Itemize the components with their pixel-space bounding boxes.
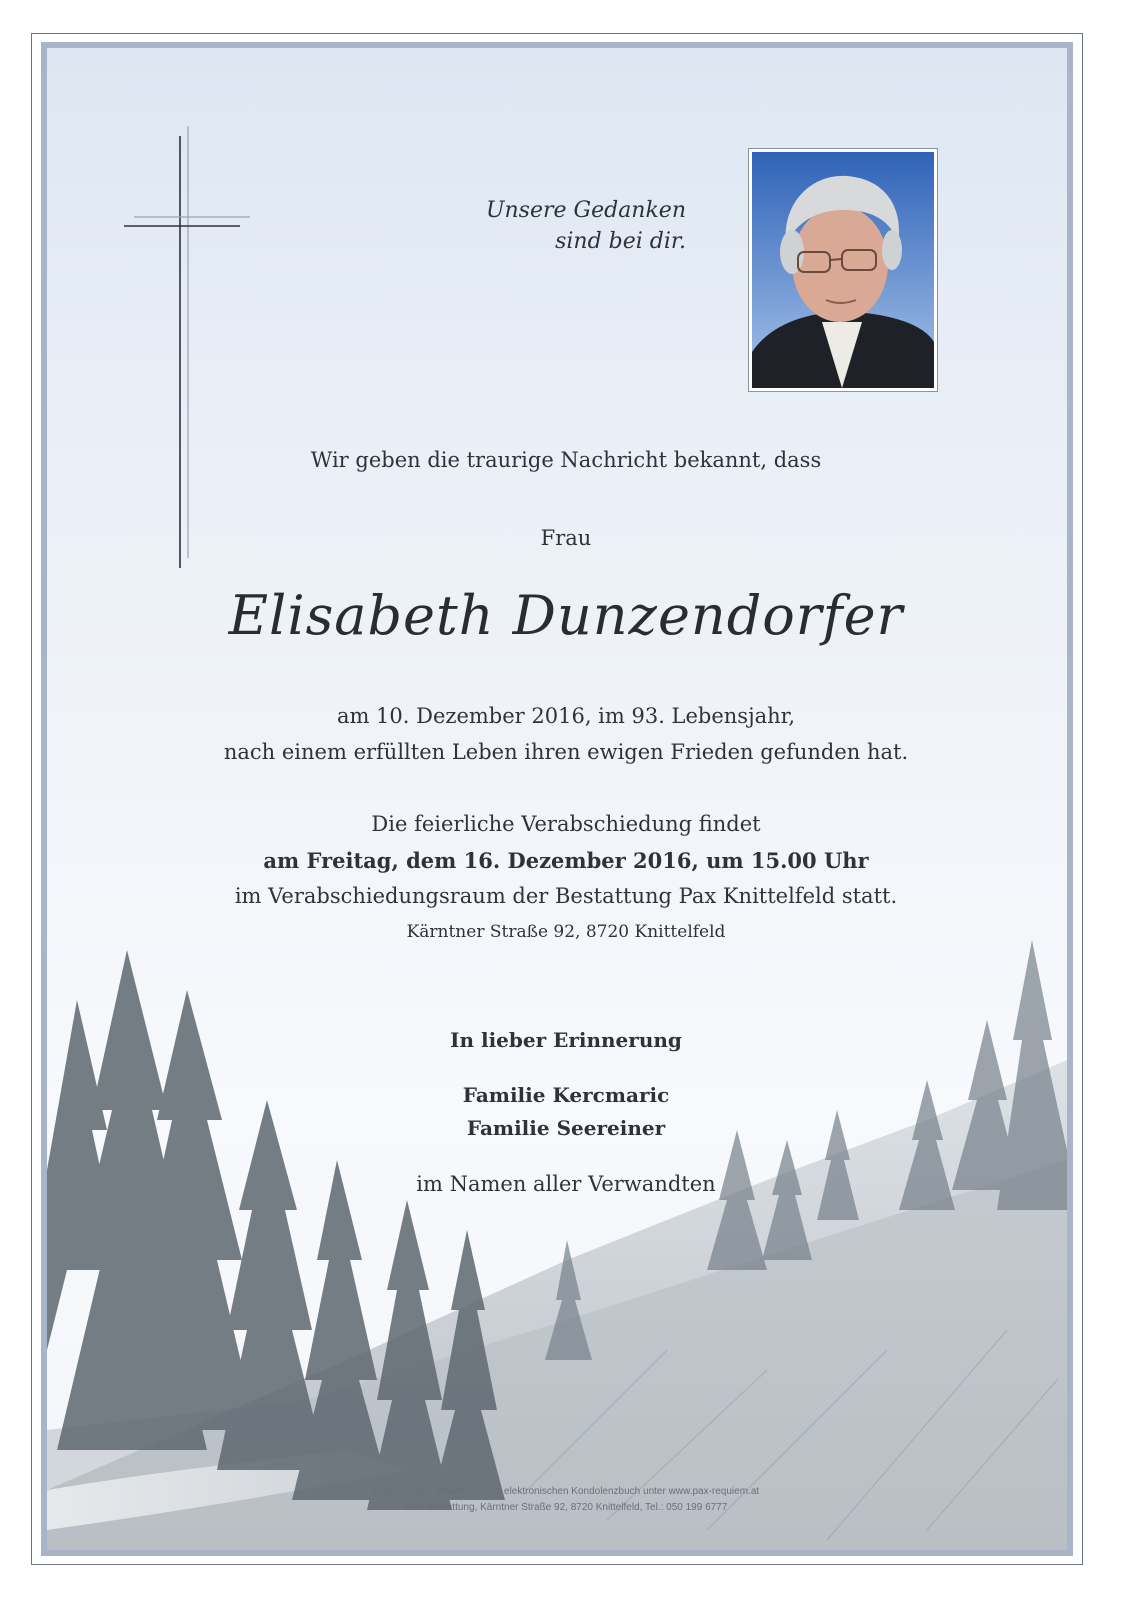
portrait-photo	[748, 148, 938, 392]
quote-line-1: Unsere Gedanken	[485, 198, 686, 223]
cross-icon	[118, 122, 254, 572]
announcement-intro: Wir geben die traurige Nachricht bekannt, dass	[310, 448, 822, 472]
death-date-line: am 10. Dezember 2016, im 93. Lebensjahr,	[336, 704, 796, 728]
quote-line-2: sind bei dir.	[555, 229, 686, 254]
mourners-heading: In lieber Erinnerung	[450, 1028, 682, 1052]
death-circumstance-line: nach einem erfüllten Leben ihren ewigen Frieden gefunden hat.	[223, 740, 909, 764]
footer-condolence-link[interactable]: Erinnerungen bewahren – im elektronischen Kondolenzbuch unter www.pax-requiem.at	[372, 1486, 760, 1497]
deceased-name: Elisabeth Dunzendorfer	[228, 584, 904, 647]
footer-contact: PAX Bestattung, Kärntner Straße 92, 8720 Knittelfeld, Tel.: 050 199 6777	[404, 1502, 728, 1513]
farewell-date: am Freitag, dem 16. Dezember 2016, um 15.00 Uhr	[263, 848, 869, 873]
salutation: Frau	[540, 526, 592, 550]
farewell-intro: Die feierliche Verabschiedung findet	[371, 812, 761, 836]
memorial-quote	[420, 195, 686, 257]
mourner-family-2: Familie Seereiner	[466, 1116, 666, 1140]
mourner-family-1: Familie Kercmaric	[462, 1083, 670, 1107]
farewell-address: Kärntner Straße 92, 8720 Knittelfeld	[406, 922, 726, 942]
farewell-location: im Verabschiedungsraum der Bestattung Pax Knittelfeld statt.	[234, 884, 898, 908]
portrait-image	[752, 152, 934, 388]
forest-landscape-image	[47, 930, 1067, 1550]
mourners-closing: im Namen aller Verwandten	[416, 1172, 716, 1196]
